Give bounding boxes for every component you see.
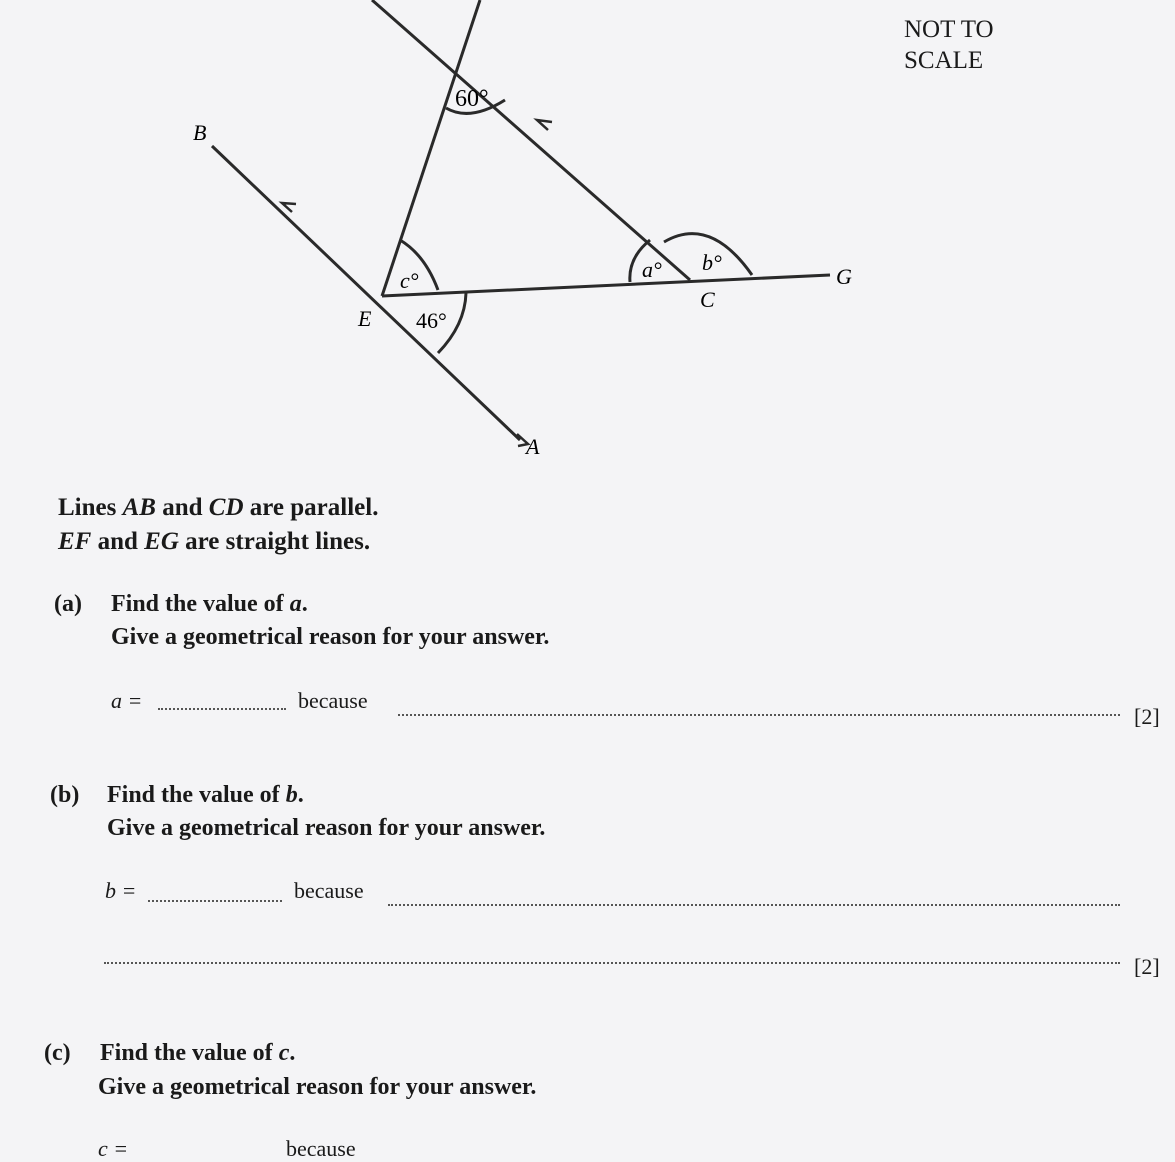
point-a-label: A <box>526 434 540 459</box>
intro-line-2: EF and EG are straight lines. <box>58 528 371 555</box>
part-b-question: Find the value of b. <box>107 782 304 808</box>
angle-46-label: 46° <box>416 308 447 333</box>
note-line-1: NOT TO <box>904 16 994 43</box>
line-eg <box>382 275 830 296</box>
point-c-label: C <box>700 287 715 312</box>
part-a-reason-field[interactable] <box>398 714 1120 716</box>
part-c-answer-var: c = <box>98 1136 129 1161</box>
part-b-because: because <box>294 878 364 903</box>
note-line-2: SCALE <box>904 47 984 74</box>
point-e-label: E <box>358 306 372 331</box>
part-b-answer-field[interactable] <box>148 900 282 902</box>
part-a-instruction: Give a geometrical reason for your answer. <box>111 624 550 650</box>
part-a-because: because <box>298 688 368 713</box>
angle-c-label: c° <box>400 268 419 293</box>
part-b-instruction: Give a geometrical reason for your answer. <box>107 815 546 841</box>
part-c-label: (c) <box>44 1040 71 1066</box>
line-cd <box>372 0 690 280</box>
line-ef <box>382 0 480 296</box>
not-to-scale-note <box>904 14 994 76</box>
geometry-diagram <box>0 0 1175 480</box>
angle-60-label: 60° <box>455 86 489 112</box>
parallel-arrow-ab <box>282 203 296 212</box>
part-b-reason-field-2[interactable] <box>104 962 1120 964</box>
intro-line-1: Lines AB and CD are parallel. <box>58 494 379 521</box>
part-a-question: Find the value of a. <box>111 591 308 617</box>
part-a-mark: [2] <box>1134 704 1160 729</box>
parallel-arrow-cd <box>537 120 552 130</box>
angle-b-label: b° <box>702 250 722 275</box>
part-c-because: because <box>286 1136 356 1161</box>
part-a-answer-field[interactable] <box>158 708 286 710</box>
part-a-label: (a) <box>54 591 82 617</box>
point-b-label: B <box>193 120 207 145</box>
part-a-answer-var: a = <box>111 688 143 713</box>
part-c-instruction: Give a geometrical reason for your answer. <box>98 1074 537 1100</box>
part-b-reason-field[interactable] <box>388 904 1120 906</box>
part-b-answer-var: b = <box>105 878 137 903</box>
point-g-label: G <box>836 264 852 289</box>
part-b-mark: [2] <box>1134 954 1160 979</box>
angle-a-label: a° <box>642 257 662 282</box>
part-c-question: Find the value of c. <box>100 1040 296 1066</box>
part-b-label: (b) <box>50 782 80 808</box>
